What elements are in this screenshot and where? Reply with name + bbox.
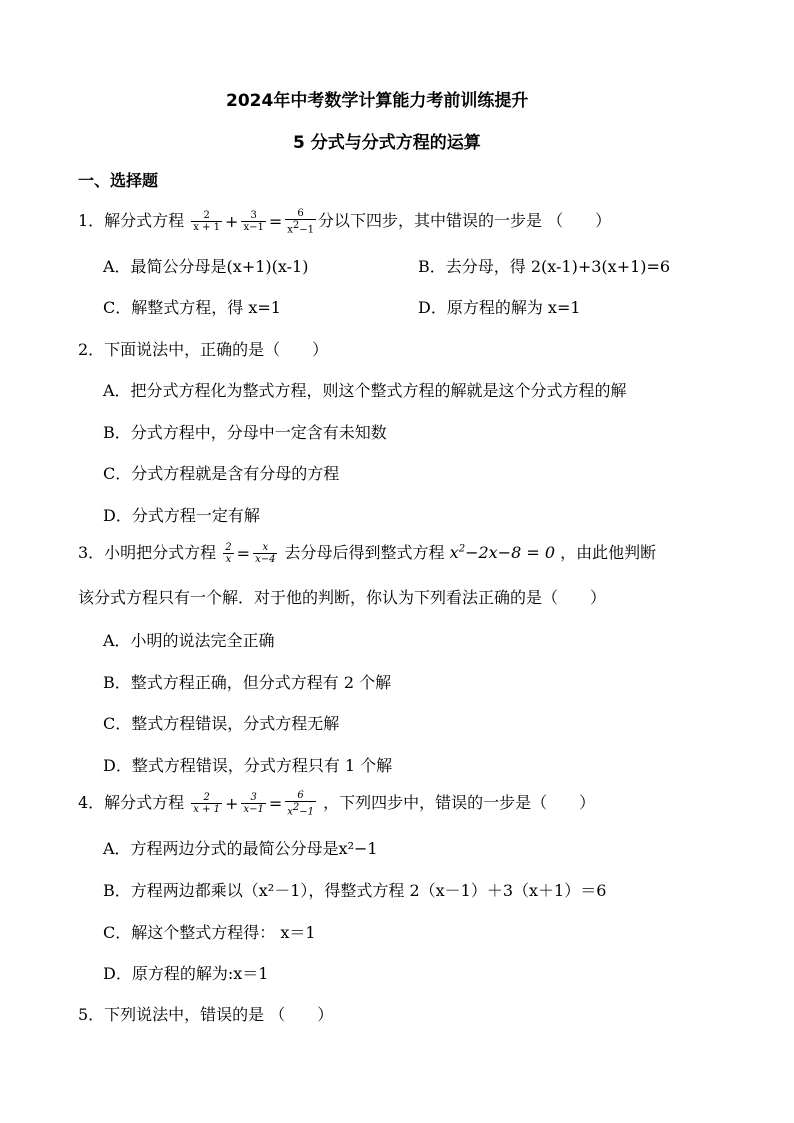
q3-option-c: C．整式方程错误，分式方程无解 xyxy=(103,714,340,733)
question-3-number: 3．小明把分式方程 xyxy=(78,543,217,562)
q4-option-c: C．解这个整式方程得： x＝1 xyxy=(103,923,316,942)
q4-option-d: D．原方程的解为:x＝1 xyxy=(103,964,269,983)
q3-fraction-1: $\frac{2}{x}$ xyxy=(225,542,232,565)
question-3-line-2: 该分式方程只有一个解．对于他的判断，你认为下列看法正确的是（ ） xyxy=(78,588,607,607)
page-title: 2024年中考数学计算能力考前训练提升 xyxy=(226,91,529,111)
question-4-stem: 4．解分式方程 $\frac{2}{x + 1}$ + $\frac{3}{x-1}$ = $\frac{6}{x^2-1}$ ，下列四步中，错误的一步是（ ） xyxy=(78,790,596,818)
q1-option-d: D．原方程的解为 x=1 xyxy=(418,298,581,317)
q2-option-b: B．分式方程中，分母中一定含有未知数 xyxy=(103,423,387,442)
question-3-stem: 3．小明把分式方程 $\frac{2}{x}$ = $\frac{x}{x-4}$ 去分母后得到整式方程 $x^2-2x-8 = 0$ ，由此他判断 xyxy=(78,542,657,565)
q1-option-c: C．解整式方程，得 x=1 xyxy=(103,298,281,317)
question-2-stem: 2．下面说法中，正确的是（ ） xyxy=(78,340,329,359)
q4-fraction-1: $\frac{2}{x + 1}$ xyxy=(193,792,221,816)
q1-fraction-2: $\frac{3}{x-1}$ xyxy=(243,210,264,234)
q4-option-b: B．方程两边都乘以（x²－1），得整式方程 2（x－1）＋3（x＋1）＝6 xyxy=(103,881,607,900)
question-5-stem: 5．下列说法中，错误的是 （ ） xyxy=(78,1005,334,1024)
q1-option-b: B．去分母，得 2(x-1)+3(x+1)=6 xyxy=(418,257,671,276)
q2-option-d: D．分式方程一定有解 xyxy=(103,506,260,525)
q3-polynomial: $x^2-2x-8 = 0$ xyxy=(449,543,556,562)
q1-fraction-3: $\frac{6}{x^2-1}$ xyxy=(287,208,314,236)
page-subtitle: 5 分式与分式方程的运算 xyxy=(293,133,481,153)
question-1-number: 1．解分式方程 xyxy=(78,211,185,231)
q1-fraction-1: $\frac{2}{x + 1}$ xyxy=(193,210,221,234)
question-4-number: 4．解分式方程 xyxy=(78,793,185,813)
q2-option-a: A．把分式方程化为整式方程，则这个整式方程的解就是这个分式方程的解 xyxy=(103,381,627,400)
q2-option-c: C．分式方程就是含有分母的方程 xyxy=(103,464,340,483)
section-heading: 一、选择题 xyxy=(78,171,159,190)
q4-option-a: A．方程两边分式的最简公分母是x²−1 xyxy=(103,839,378,858)
q3-option-d: D．整式方程错误，分式方程只有 1 个解 xyxy=(103,756,393,775)
q1-option-a: A．最简公分母是(x+1)(x-1) xyxy=(103,257,309,276)
q4-fraction-3: $\frac{6}{x^2-1}$ xyxy=(287,790,314,818)
question-1-tail: 分以下四步，其中错误的一步是 （ ） xyxy=(318,211,612,231)
q3-fraction-2: $\frac{x}{x-4}$ xyxy=(255,542,276,565)
q4-fraction-2: $\frac{3}{x-1}$ xyxy=(243,792,264,816)
q3-option-a: A．小明的说法完全正确 xyxy=(103,631,275,650)
q3-option-b: B．整式方程正确，但分式方程有 2 个解 xyxy=(103,673,392,692)
question-1-stem: 1．解分式方程 $\frac{2}{x + 1}$ + $\frac{3}{x-1}$ = $\frac{6}{x^2-1}$ 分以下四步，其中错误的一步是 （ ） xyxy=(78,208,612,236)
